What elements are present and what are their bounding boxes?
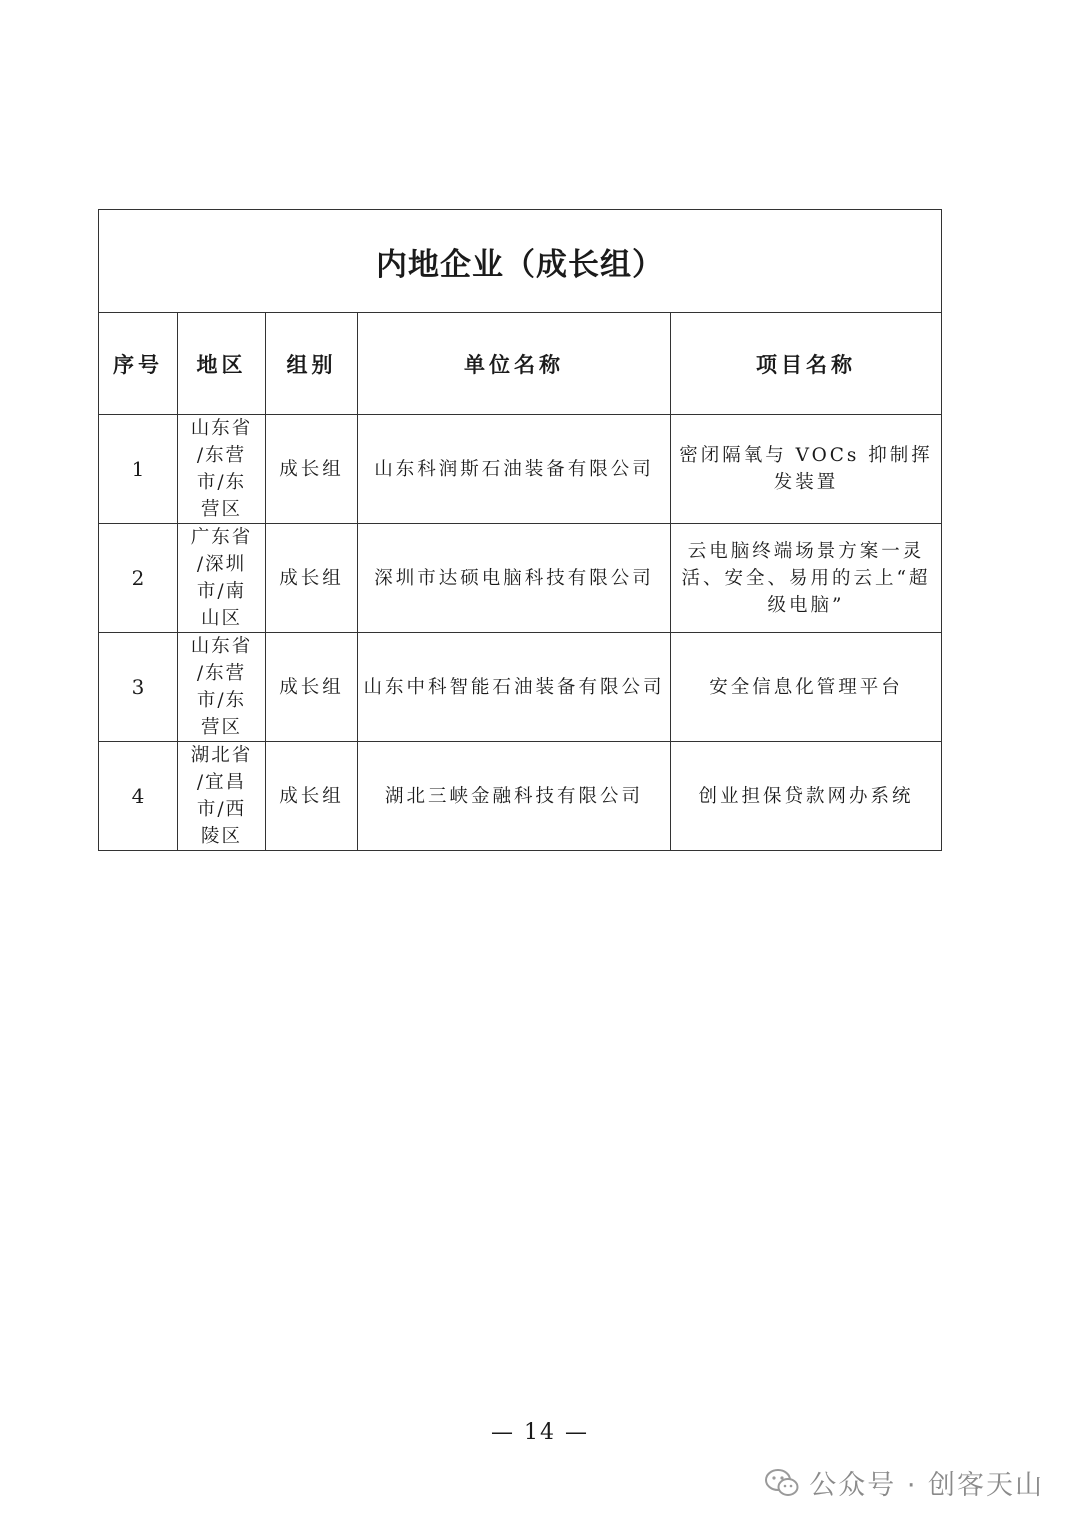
row-region xyxy=(178,415,266,524)
header-group: 组别 xyxy=(266,313,358,415)
region-line: 广东省 xyxy=(190,527,253,548)
header-number: 序号 xyxy=(99,313,178,415)
region-line: 市/东 xyxy=(196,690,247,711)
row-region xyxy=(178,633,266,742)
page-number: — 14 — xyxy=(491,1420,589,1445)
row-project: 密闭隔氧与 VOCs 抑制挥发装置 xyxy=(671,415,942,524)
region-line: 陵区 xyxy=(200,826,242,847)
region-line: /东营 xyxy=(196,663,247,684)
row-company: 深圳市达硕电脑科技有限公司 xyxy=(358,524,671,633)
region-line: /东营 xyxy=(196,445,247,466)
watermark xyxy=(765,1463,1044,1502)
region-line: 市/西 xyxy=(196,799,247,820)
table-row xyxy=(99,633,942,742)
row-company: 山东科润斯石油装备有限公司 xyxy=(358,415,671,524)
region-line: 湖北省 xyxy=(190,745,253,766)
row-number: 3 xyxy=(99,633,178,742)
row-project: 云电脑终端场景方案一灵活、安全、易用的云上“超级电脑” xyxy=(671,524,942,633)
row-number: 1 xyxy=(99,415,178,524)
row-group: 成长组 xyxy=(266,742,358,851)
region-line: /宜昌 xyxy=(196,772,247,793)
row-number: 2 xyxy=(99,524,178,633)
title-row xyxy=(99,210,942,313)
header-company: 单位名称 xyxy=(358,313,671,415)
row-region xyxy=(178,742,266,851)
row-company: 山东中科智能石油装备有限公司 xyxy=(358,633,671,742)
header-project: 项目名称 xyxy=(671,313,942,415)
region-line: 营区 xyxy=(200,717,242,738)
region-line: 山东省 xyxy=(190,418,253,439)
region-line: 山区 xyxy=(200,608,242,629)
region-line: /深圳 xyxy=(196,554,247,575)
region-line: 市/东 xyxy=(196,472,247,493)
region-line: 营区 xyxy=(200,499,242,520)
table-row xyxy=(99,524,942,633)
header-region: 地区 xyxy=(178,313,266,415)
header-row xyxy=(99,313,942,415)
row-number: 4 xyxy=(99,742,178,851)
region-line: 市/南 xyxy=(196,581,247,602)
row-group: 成长组 xyxy=(266,415,358,524)
table-row xyxy=(99,415,942,524)
row-company: 湖北三峡金融科技有限公司 xyxy=(358,742,671,851)
row-project: 创业担保贷款网办系统 xyxy=(671,742,942,851)
row-region xyxy=(178,524,266,633)
row-project: 安全信息化管理平台 xyxy=(671,633,942,742)
row-group: 成长组 xyxy=(266,524,358,633)
awards-table xyxy=(98,209,942,851)
table-row xyxy=(99,742,942,851)
row-group: 成长组 xyxy=(266,633,358,742)
watermark-text: 公众号 · 创客天山 xyxy=(809,1470,1044,1501)
table-title: 内地企业（成长组） xyxy=(99,210,942,313)
region-line: 山东省 xyxy=(190,636,253,657)
wechat-icon xyxy=(765,1468,799,1498)
